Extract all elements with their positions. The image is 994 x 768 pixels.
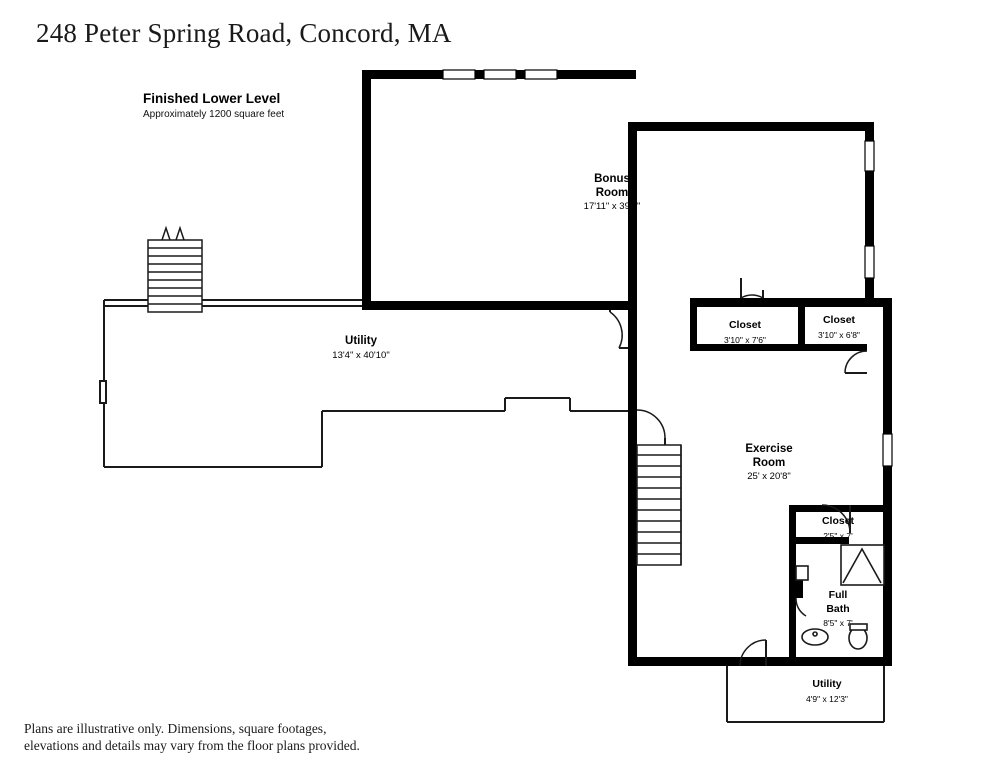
room-name-line2: Room <box>752 456 786 469</box>
room-dimensions: 3'10" x 7'6" <box>724 334 766 345</box>
room-dimensions: 3'10" x 6'8" <box>818 329 860 340</box>
legend-title: Finished Lower Level <box>143 91 281 106</box>
room-label-bonus-room <box>584 173 641 213</box>
room-name-line2: Room <box>595 186 629 199</box>
exterior-walls <box>362 70 892 666</box>
room-label-exercise-room <box>745 443 792 483</box>
room-name-line1: Full <box>828 589 848 601</box>
disclaimer-line-2: elevations and details may vary from the floor plans provided. <box>24 738 360 753</box>
room-label-utility-lower <box>806 678 848 705</box>
room-dimensions: 13'4" x 40'10" <box>332 349 390 361</box>
room-name-line1: Bonus <box>594 173 630 185</box>
window-icon-utility-left <box>100 381 106 403</box>
stair-icon-lower <box>637 445 681 565</box>
disclaimer-line-1: Plans are illustrative only. Dimensions, square footages, <box>24 721 327 736</box>
legend-block <box>143 91 363 122</box>
utility-room-outline <box>104 300 628 467</box>
room-label-utility-main <box>332 335 389 362</box>
room-dimensions: 8'5" x 7' <box>823 618 853 628</box>
stair-icon-upper <box>148 228 202 312</box>
page-title: 248 Peter Spring Road, Concord, MA <box>36 18 452 48</box>
room-label-full-bath <box>823 589 852 629</box>
room-name-line1: Closet <box>822 314 856 326</box>
disclaimer-text <box>24 720 444 754</box>
room-dimensions: 2'5" x 7' <box>823 530 853 541</box>
room-label-closet-3 <box>822 515 854 542</box>
room-name-line1: Utility <box>345 335 377 347</box>
legend-subtitle: Approximately 1200 square feet <box>143 109 285 120</box>
room-dimensions: 25' x 20'8" <box>747 471 791 482</box>
room-name-line1: Closet <box>821 515 855 527</box>
room-label-closet-2 <box>818 314 860 341</box>
room-name-line1: Exercise <box>745 443 793 455</box>
room-dimensions: 4'9" x 12'3" <box>806 693 848 704</box>
room-name-line1: Closet <box>728 319 762 331</box>
room-label-closet-1 <box>724 319 766 346</box>
room-name-line1: Utility <box>812 678 842 690</box>
room-dimensions: 17'11" x 39'5" <box>583 201 641 212</box>
room-name-line2: Bath <box>826 602 850 615</box>
